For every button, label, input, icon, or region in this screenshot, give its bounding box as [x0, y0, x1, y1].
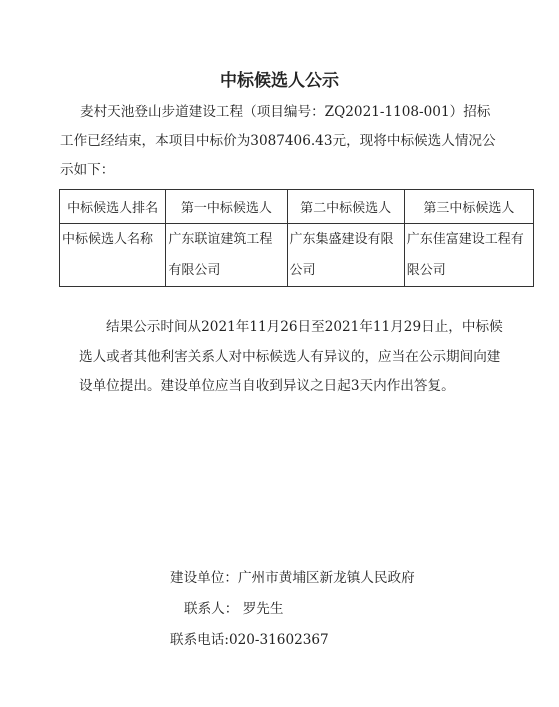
table-header-row — [60, 190, 534, 224]
header-cell-rank: 中标候选人排名 — [60, 190, 166, 224]
phone-line: 联系电话:020-31602367 — [170, 632, 329, 648]
second-candidate-cell: 广东集盛建设有限公司 — [287, 224, 404, 287]
page-title: 中标候选人公示 — [220, 71, 339, 91]
table-row — [60, 224, 534, 287]
intro-paragraph: 麦村天池登山步道建设工程（项目编号：ZQ2021-1108-001）招标工作已经结束，本项目中标价为3087406.43元，现将中标候选人情况公示如下： — [60, 104, 496, 178]
contact-line: 联系人： 罗先生 — [184, 601, 284, 617]
header-cell-second: 第二中标候选人 — [287, 190, 404, 224]
first-candidate-cell: 广东联谊建筑工程有限公司 — [166, 224, 287, 287]
result-paragraph: 结果公示时间从2021年11月26日至2021年11月29日止，中标候选人或者其他利害关系人对中标候选人有异议的，应当在公示期间向建设单位提出。建设单位应当自收到异议之日起3天内作出答复。 — [79, 319, 503, 394]
candidate-table — [59, 189, 534, 287]
owner-line: 建设单位：广州市黄埔区新龙镇人民政府 — [170, 570, 415, 586]
row-label-cell: 中标候选人名称 — [60, 224, 166, 287]
third-candidate-cell: 广东佳富建设工程有限公司 — [404, 224, 533, 287]
header-cell-first: 第一中标候选人 — [166, 190, 287, 224]
header-cell-third: 第三中标候选人 — [404, 190, 533, 224]
